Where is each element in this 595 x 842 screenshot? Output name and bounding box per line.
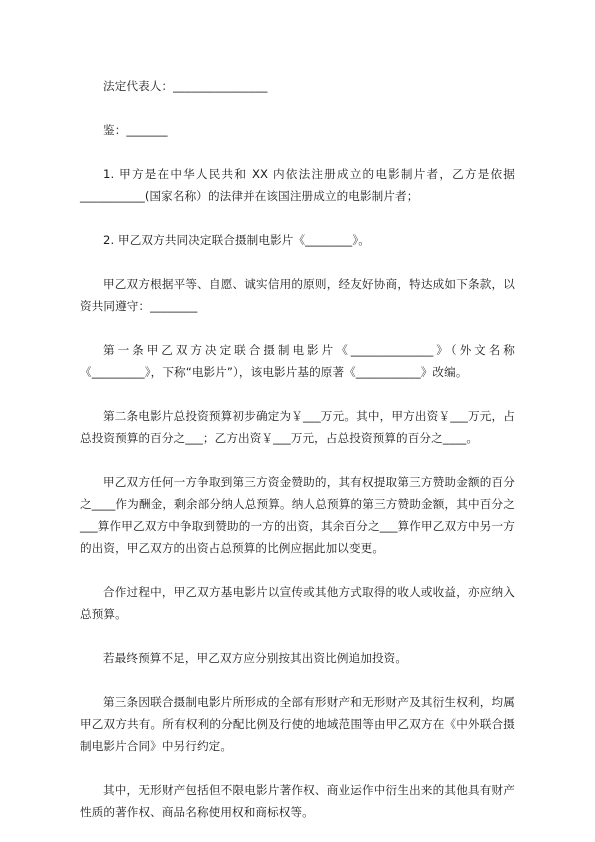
paragraph-gap (80, 207, 515, 229)
paragraph-gap (80, 317, 515, 339)
paragraph-gap (80, 141, 515, 163)
paragraph-gap (80, 383, 515, 405)
recital-2: 2. 甲乙双方共同决定联合摄制电影片《________》。 (103, 233, 370, 247)
cooperation-income-clause: 合作过程中，甲乙双方基电影片以宣传或其他方式取得的收人或收益，亦应纳入总预算。 (80, 585, 515, 621)
article-2: 第二条电影片总投资预算初步确定为￥___万元。其中，甲方出资￥___万元，占总投资预算的百分之___；乙方出资￥___万元，占总投资预算的百分之____。 (80, 409, 515, 445)
paragraph-gap (80, 625, 515, 647)
paragraph-gap (80, 757, 515, 779)
paragraph-gap (80, 669, 515, 691)
paragraph-gap (80, 449, 515, 471)
article-1: 第一条甲乙双方决定联合摄制电影片《______________》（外文名称《_________》，下称“电影片”），该电影片基的原著《___________》改编。 (80, 343, 515, 379)
legal-representative-line: 法定代表人：________________ (103, 79, 268, 93)
agreement-intro: 甲乙双方根据平等、自愿、诚实信用的原则，经友好协商，特达成如下条款，以资共同遵守：________ (80, 277, 515, 313)
recital-1: 1. 甲方是在中华人民共和 XX 内依法注册成立的电影制片者，乙方是依据___________(国家名称）的法律并在该国注册成立的电影制片者； (80, 167, 515, 203)
article-3: 第三条因联合摄制电影片所形成的全部有形财产和无形财产及其衍生权利，均属甲乙双方共有。所有权利的分配比例及行使的地域范围等由甲乙双方在《中外联合摄制电影片合同》中另行约定。 (80, 695, 515, 753)
paragraph-gap (80, 97, 515, 119)
paragraph-gap (80, 251, 515, 273)
third-party-sponsorship-clause: 甲乙双方任何一方争取到第三方资金赞助的，其有权提取第三方赞助金额的百分之____作为酬金，剩余部分纳人总预算。纳人总预算的第三方赞助金额，其中百分之___算作甲乙双方中争取到赞助的一方的出资，其余百分之___算作甲乙双方中另一方的出资，甲乙双方的出资占总预算的比例应据此加以变更。 (80, 475, 515, 555)
intangible-property-clause: 其中，无形财产包括但不限电影片著作权、商业运作中衍生出来的其他具有财产性质的著作权、商品名称使用权和商标权等。 (80, 783, 515, 819)
paragraph-gap (80, 559, 515, 581)
witness-line: 鉴：_______ (103, 123, 168, 137)
budget-shortfall-clause: 若最终预算不足，甲乙双方应分别按其出资比例追加投资。 (103, 651, 408, 665)
